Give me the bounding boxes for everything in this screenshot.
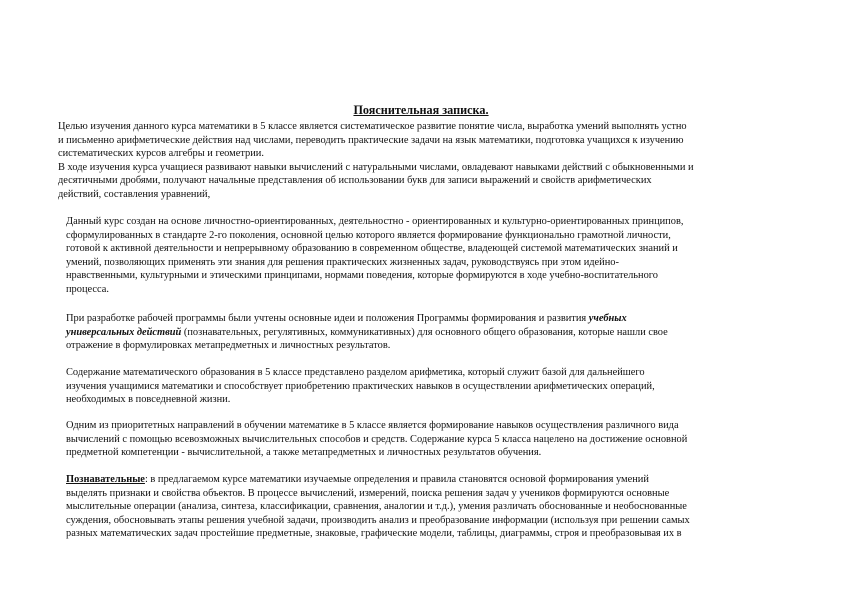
- priority-paragraph: [66, 419, 782, 460]
- intro-line: В ходе изучения курса учащиеся развивают навыки вычислений с натуральными числами, овладевают навыками действий с обыкновенными и: [58, 161, 694, 173]
- intro-line: действий, составления уравнений,: [58, 188, 211, 200]
- intro-paragraph: [58, 120, 784, 202]
- paragraph-line: мыслительные операции (анализа, синтеза, классификации, сравнения, аналогии и т.д.), умения различать обоснованные и необоснованные: [66, 501, 687, 513]
- paragraph-line: разных математических задач простейшие предметные, знаковые, графические модели, таблицы, диаграммы, строя и преобразовывая их в: [66, 528, 682, 540]
- paragraph-line: нравственными, культурными и этическими принципами, нормами поведения, которые формируются в ходе учебно-воспитательного: [66, 270, 658, 282]
- intro-line: систематических курсов алгебры и геометрии.: [58, 148, 264, 160]
- emphasis-text: универсальных действий: [66, 326, 182, 338]
- paragraph-line: предметной компетенции - вычислительной, а также метапредметных и личностных результатов обучения.: [66, 447, 542, 459]
- course-basis-paragraph: [66, 215, 782, 297]
- paragraph-line: При разработке рабочей программы были учтены основные идеи и положения Программы формирования и развития: [66, 313, 589, 324]
- paragraph-line: Содержание математического образования в 5 классе представлено разделом арифметика, который служит базой для дальнейшего: [66, 367, 645, 378]
- intro-line: десятичными дробями, получают начальные представления об использовании букв для записи выражений и свойств арифметических: [58, 175, 652, 187]
- paragraph-line: необходимых в повседневной жизни.: [66, 394, 231, 406]
- paragraph-line: вычислений с помощью всевозможных вычислительных способов и средств. Содержание курса 5 класса нацелено на достижение основной: [66, 433, 688, 445]
- content-paragraph: [66, 366, 782, 407]
- paragraph-line: готовой к активной деятельности и непрерывному образованию в современном обществе, владеющей системой математических знаний и: [66, 243, 678, 255]
- paragraph-line: процесса.: [66, 283, 109, 295]
- paragraph-line: отражение в формулировках метапредметных и личностных результатов.: [66, 340, 391, 352]
- paragraph-line: изучения учащимися математики и способствует приобретению практических навыков в осуществлении арифметических операций,: [66, 380, 655, 392]
- paragraph-line: сформулированных в стандарте 2-го поколения, основной целью которого является формирование функционально грамотной личности,: [66, 229, 671, 241]
- document-title: Пояснительная записка.: [353, 103, 489, 117]
- paragraph-line: выделять признаки и свойства объектов. В процессе вычислений, измерений, поиска решения задач у учеников формируются основные: [66, 487, 670, 499]
- paragraph-line: Одним из приоритетных направлений в обучении математике в 5 классе является формирование навыков осуществления различного вида: [66, 420, 679, 431]
- program-development-paragraph: [66, 312, 782, 353]
- intro-line: Целью изучения данного курса математики в 5 классе является систематическое развитие понятие числа, выработка умений выполнять устно: [58, 121, 687, 132]
- paragraph-line: умений, позволяющих применять эти знания для решения практических жизненных задач, руководствуясь при этом идейно-: [66, 256, 619, 268]
- section-label: Познавательные: [66, 474, 145, 485]
- paragraph-line: суждения, обосновывать этапы решения учебной задачи, производить анализ и преобразование информации (используя при решении самых: [66, 514, 690, 526]
- emphasis-text: учебных: [588, 313, 627, 324]
- intro-line: и письменно арифметические действия над числами, переводить практические задачи на язык математики, подготовка учащихся к изучению: [58, 134, 684, 146]
- paragraph-line: Данный курс создан на основе личностно-ориентированных, деятельностно - ориентированных и культурно-ориентированных принципов,: [66, 216, 684, 227]
- paragraph-line: (познавательных, регулятивных, коммуникативных) для основного общего образования, которые нашли свое: [181, 326, 668, 338]
- paragraph-line: : в предлагаемом курсе математики изучаемые определения и правила становятся основой формирования умений: [144, 474, 649, 485]
- cognitive-paragraph: [66, 473, 782, 541]
